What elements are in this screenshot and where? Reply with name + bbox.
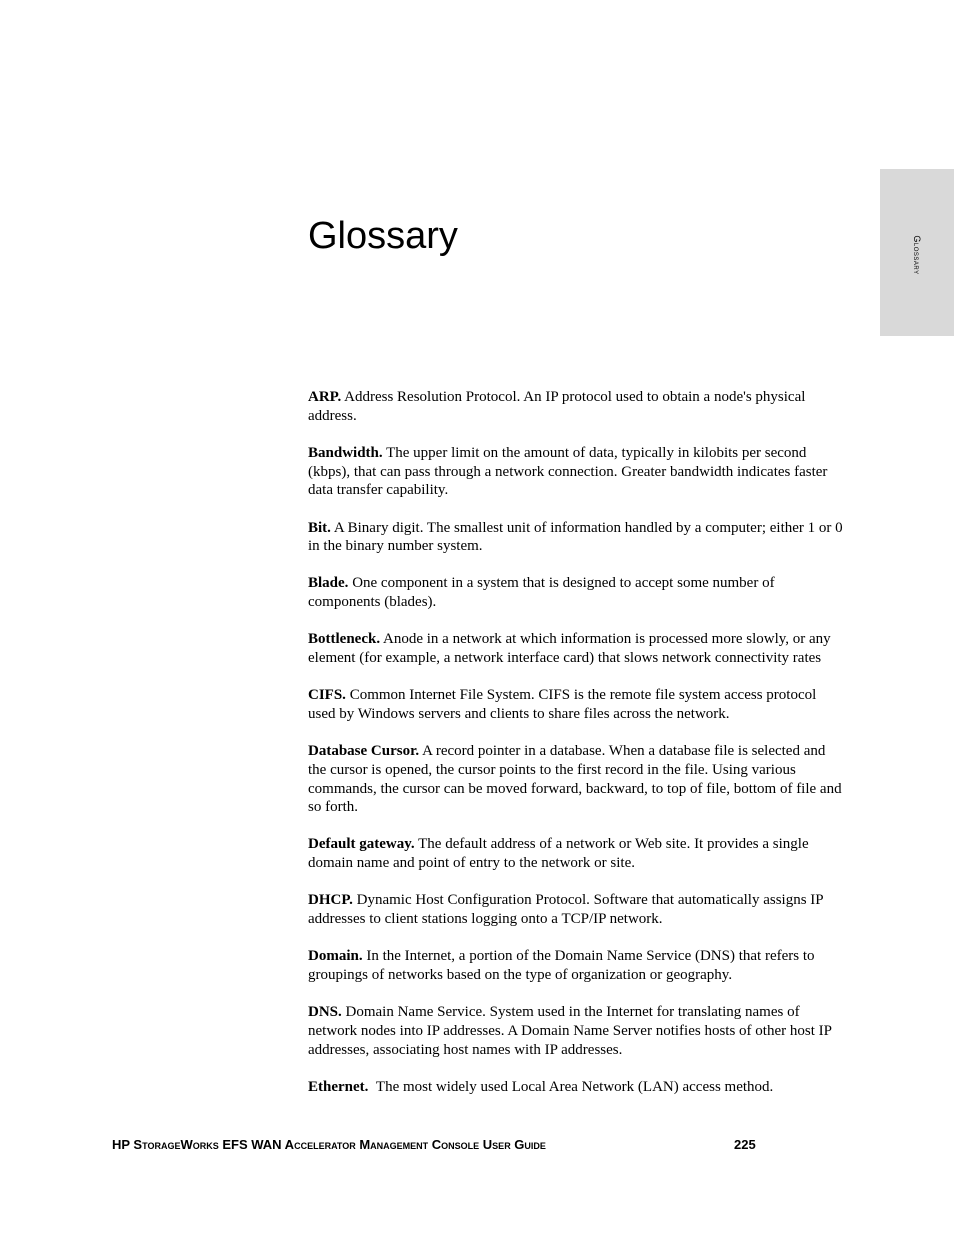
glossary-definition: Common Internet File System. CIFS is the remote file system access protocol used by Windows servers and clients to share files across the network. [308,687,817,722]
side-tab-label: Glossary [912,235,922,275]
glossary-entry [308,891,844,928]
glossary-entry [308,835,844,872]
glossary-entry [308,444,844,500]
glossary-entry [308,519,844,556]
glossary-definition: A record pointer in a database. When a database file is selected and the cursor is opened, the cursor points to the first record in the file. Using various commands, the cursor can be moved forward, backward, to top of file, bottom of file and so forth. [308,743,842,816]
glossary-entry [308,1078,844,1097]
chapter-side-tab [880,169,954,336]
page-title: Glossary [308,215,458,257]
glossary-term: Ethernet. [308,1078,369,1095]
glossary-term: CIFS. [308,687,346,704]
glossary-term: Database Cursor. [308,743,420,760]
glossary-term: Bottleneck. [308,631,381,648]
glossary-term: Bit. [308,519,331,536]
glossary-definition: Domain Name Service. System used in the Internet for translating names of network nodes into IP addresses. A Domain Name Server notifies hosts of other host IP addresses, associating host names with IP addresses. [308,1004,832,1058]
glossary-entry [308,1003,844,1059]
glossary-definition: A Binary digit. The smallest unit of information handled by a computer; either 1 or 0 in the binary number system. [308,519,843,555]
glossary-entry [308,742,844,817]
glossary-definition: The default address of a network or Web site. It provides a single domain name and point of entry to the network or site. [308,836,809,872]
glossary-definition: One component in a system that is designed to accept some number of components (blades). [308,575,775,611]
glossary-entry [308,574,844,611]
glossary-definition: The most widely used Local Area Network (LAN) access method. [375,1078,774,1095]
glossary-term: DHCP. [308,892,353,909]
glossary-definition: Dynamic Host Configuration Protocol. Software that automatically assigns IP addresses to client stations logging onto a TCP/IP network. [308,892,824,928]
glossary-definition: In the Internet, a portion of the Domain Name Service (DNS) that refers to groupings of networks based on the type of organization or geography. [308,948,815,983]
glossary-term: DNS. [308,1004,342,1021]
footer-title: HP StorageWorks EFS WAN Accelerator Management Console User Guide [112,1137,546,1152]
glossary-definition: Anode in a network at which information is processed more slowly, or any element (for example, a network interface card) that slows network connectivity rates [308,631,831,667]
glossary-entry [308,630,844,667]
glossary-entry [308,947,844,984]
page-number: 225 [734,1137,756,1152]
glossary-term: Default gateway. [308,836,415,853]
glossary-definition: The upper limit on the amount of data, typically in kilobits per second (kbps), that can pass through a network connection. Greater bandwidth indicates faster data transfer capability. [308,444,828,499]
glossary-term: Domain. [308,948,363,965]
glossary-term: ARP. [308,389,342,405]
glossary-definition: Address Resolution Protocol. An IP protocol used to obtain a node's physical address. [308,389,806,424]
glossary-term: Blade. [308,575,349,592]
glossary-entry [308,686,844,723]
glossary-list [308,388,844,1115]
glossary-term: Bandwidth. [308,444,383,461]
glossary-entry [308,388,844,425]
